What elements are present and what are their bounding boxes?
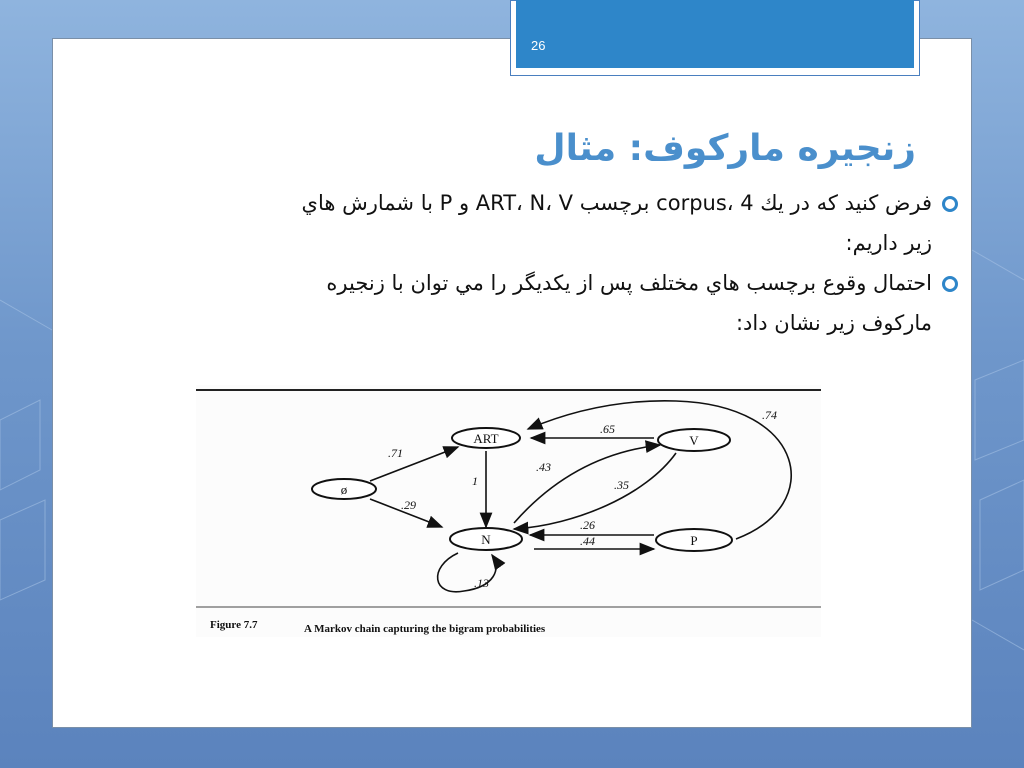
slide-number-bar — [516, 0, 914, 68]
edge-label: .29 — [401, 498, 416, 512]
bullet-circle-icon — [942, 276, 958, 292]
edge-phi-art — [370, 447, 458, 481]
bullet-text-line: فرض كنيد كه در يك corpus، 4 برچسب ART، N، V و P با شمارش هاي — [301, 191, 932, 215]
node-label: P — [690, 533, 698, 548]
edge-label: .26 — [580, 518, 595, 532]
slide-title: زنجيره ماركوف: مثال — [534, 128, 916, 169]
edge-p-art — [528, 401, 791, 539]
markov-chain-diagram — [196, 385, 821, 637]
slide-number: 26 — [531, 38, 546, 53]
node-label: ø — [340, 482, 348, 497]
node-label: N — [481, 532, 491, 547]
bullet-circle-icon — [942, 196, 958, 212]
edge-label: .71 — [388, 446, 403, 460]
bullet-text-line: ماركوف زير نشان داد: — [735, 311, 932, 335]
bullet-list — [60, 183, 960, 343]
figure-caption-text: A Markov chain capturing the bigram probabilities — [304, 623, 546, 635]
edge-label: .74 — [762, 408, 777, 422]
edge-label: .65 — [600, 422, 615, 436]
bullet-text-line: احتمال وقوع برچسب هاي مختلف پس از يكديگر را مي توان با زنجيره — [326, 271, 932, 295]
edge-label: .35 — [614, 478, 629, 492]
edge-label: 1 — [472, 474, 478, 488]
node-label: ART — [473, 431, 499, 446]
bullet-item — [60, 263, 960, 343]
markov-chain-figure — [196, 385, 821, 637]
edge-label: .44 — [580, 534, 595, 548]
node-label: V — [689, 433, 699, 448]
figure-caption-label: Figure 7.7 — [210, 619, 258, 631]
bullet-text-line: زير داريم: — [845, 231, 932, 255]
bullet-item — [60, 183, 960, 263]
edge-label: .13 — [474, 576, 489, 590]
edge-label: .43 — [536, 460, 551, 474]
edge-n-v — [514, 445, 660, 523]
